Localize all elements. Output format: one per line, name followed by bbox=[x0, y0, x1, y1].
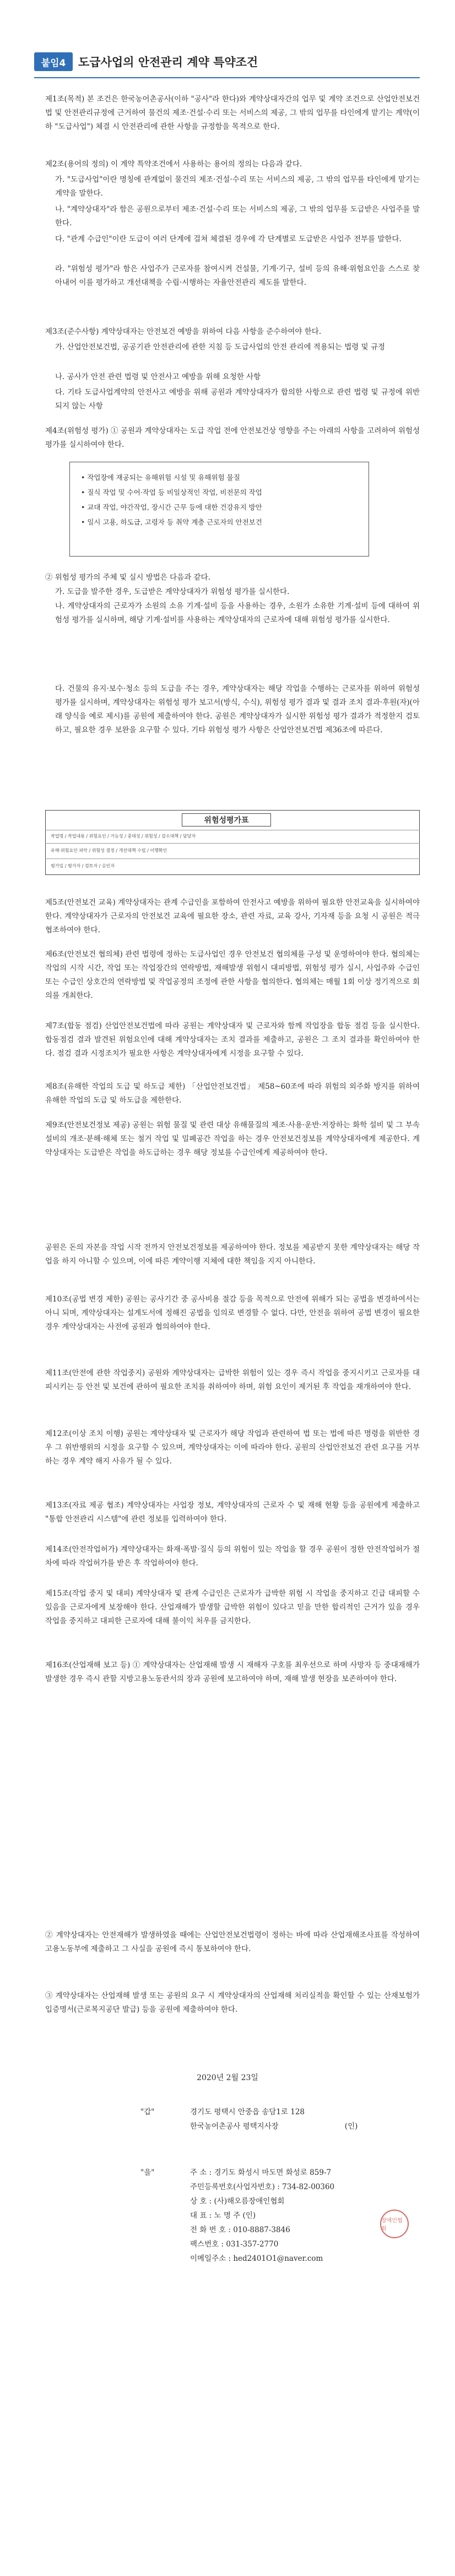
article-3: 제3조(준수사항) 계약상대자는 안전보건 예방을 위하여 다음 사항을 준수하여야 한다. bbox=[45, 327, 322, 336]
risk-factor-box bbox=[69, 462, 369, 557]
form-row: 작업명 / 작업내용 / 위험요인 / 가능성 / 중대성 / 위험성 / 감소대책 / 담당자 bbox=[51, 834, 196, 839]
article-3-item-a: 가. 산업안전보건법, 공공기관 안전관리에 관한 지침 등 도급사업의 안전 관리에 적용되는 법령 및 규정 bbox=[55, 343, 386, 352]
company-seal-stamp: 장애인협회 bbox=[380, 2210, 409, 2238]
article-9-continued: 공원은 돈의 자본을 작업 시작 전까지 안전보건정보를 제공하여야 한다. 정보를 제공받지 못한 계약상대자는 해당 작업을 하지 아니할 수 있으며, 이에 따른 계약이행 지체에 대한 책임을 지지 아니한다. bbox=[45, 1243, 420, 1266]
party-a-block bbox=[140, 2105, 427, 2134]
contract-date: 2020년 2월 23일 bbox=[197, 2073, 258, 2082]
party-b-field: 대 표 : 노 명 주 (인) bbox=[190, 2211, 256, 2220]
party-b-field: 주 소 : 경기도 화성시 마도면 화성로 859-7 bbox=[190, 2168, 332, 2177]
article-14: 제14조(안전작업허가) 계약상대자는 화재·폭발·질식 등의 위험이 있는 작업을 할 경우 공원이 정한 안전작업허가 절차에 따라 작업허가를 받은 후 작업하여야 한다. bbox=[45, 1545, 420, 1568]
article-12: 제12조(이상 조치 이행) 공원는 계약상대자 및 근로자가 해당 작업과 관련하여 법 또는 법에 따른 명령을 위반한 경우 그 위반행위의 시정을 요구할 수 있으며, 계약상대자는 이에 따라야 한다. 공원의 산업안전보건 관련 요구를 거부하는 경우 계약 해지 사유가 될 수 있다. bbox=[45, 1429, 420, 1466]
form-divider bbox=[45, 843, 420, 844]
article-6: 제6조(안전보건 협의체) 관련 법령에 정하는 도급사업인 경우 안전보건 협의체를 구성 및 운영하여야 한다. 협의체는 작업의 시작 시간, 작업 또는 작업장간의 연락방법, 재해발생 위험시 대피방법, 위험성 평가 실시, 사업주와 수급인 또는 수급인 상호간의 연락방법 및 작업공정의 조정에 관한 사항을 협의한다. 협의체는 매월 1회 이상 정기적으로 회의를 개최한다. bbox=[45, 950, 420, 1000]
article-4-clause-2: ② 위험성 평가의 주체 및 실시 방법은 다음과 같다. bbox=[45, 573, 210, 582]
article-4-item-b: 나. 계약상대자의 근로자가 소원의 소유 기계·설비 등을 사용하는 경우, 소원가 소유한 기계·설비 등에 대하여 위험성 평가를 실시하며, 해당 기계·설비를 사용하는 계약상대자의 근로자에 대해 위험성 평가를 실시한다. bbox=[55, 602, 420, 624]
party-a-label: "갑" bbox=[140, 2108, 155, 2116]
party-a-address: 경기도 평택시 안중읍 송담1로 128 bbox=[190, 2108, 305, 2116]
article-16-clause-2: ② 계약상대자는 안전재해가 발생하였을 때에는 산업안전보건법령이 정하는 바에 따라 산업재해조사표를 작성하여 고용노동부에 제출하고 그 사실을 공원에 즉시 통보하여야 한다. bbox=[45, 1931, 420, 1953]
article-16-clause-3: ③ 계약상대자는 산업재해 발생 또는 공원의 요구 시 계약상대자의 산업재해 처리실적을 확인할 수 있는 산재보험가입증명서(근로복지공단 발급) 등을 공원에 제출하여야 한다. bbox=[45, 1991, 420, 2014]
risk-factor-item: • 질식 작업 및 수어·작업 등 비일상적인 작업, 비전문의 작업 bbox=[81, 488, 262, 496]
party-b-field: 주민등록번호(사업자번호) : 734-82-00360 bbox=[190, 2183, 335, 2191]
form-row: 평가일 / 평가자 / 검토자 / 승인자 bbox=[51, 863, 115, 868]
party-b-label: "을" bbox=[140, 2168, 155, 2177]
party-b-field: 이메일주소 : hed2401O1@naver.com bbox=[190, 2254, 323, 2263]
party-b-field: 팩스번호 : 031-357-2770 bbox=[190, 2240, 279, 2249]
article-15: 제15조(작업 중지 및 대피) 계약상대자 및 관계 수급인은 근로자가 급박한 위험 시 작업을 중지하고 긴급 대피할 수 있음을 근로자에게 보장해야 한다. 산업재해가 발생할 급박한 위험이 있다고 믿을 만한 합리적인 근거가 있을 경우 작업을 중지하고 대피한 근로자에 대해 불이익 처우를 금지한다. bbox=[45, 1589, 420, 1625]
article-3-item-c: 다. 기타 도급사업계약의 안전사고 예방을 위해 공원과 계약상대자가 합의한 사항으로 관련 법령 및 규정에 위반되지 않는 사항 bbox=[55, 388, 420, 411]
party-a-seal: (인) bbox=[344, 2122, 358, 2131]
article-11: 제11조(안전에 관한 작업중지) 공원와 계약상대자는 급박한 위험이 있는 경우 즉시 작업을 중지시키고 근로자를 대피시키는 등 안전 및 보건에 관하여 필요한 조치를 취하여야 하며, 위험 요인이 제거된 후 작업을 재개하여야 한다. bbox=[45, 1369, 420, 1391]
article-2-item-c: 다. "관계 수급인"이란 도급이 여러 단계에 걸쳐 체결된 경우에 각 단계별로 도급받은 사업주 전부를 말한다. bbox=[55, 235, 402, 244]
article-9: 제9조(안전보건정보 제공) 공원는 위험 물질 및 관련 대상 유해물질의 제조·사용·운반·저장하는 화학 설비 및 그 부속설비의 개조·분해·해체 또는 철거 작업 및 밀폐공간 작업을 하는 경우 안전보건정보를 계약상대자에게 제공한다. 계약상대자는 도급받은 작업을 하도급하는 경우 해당 정보를 수급인에게 제공하여야 한다. bbox=[45, 1121, 420, 1157]
title-underline bbox=[34, 77, 420, 78]
risk-factor-item: • 교대 작업, 야간작업, 장시간 근무 등에 대한 건강유지 방안 bbox=[81, 503, 262, 511]
party-a-name: 한국농어촌공사 평택지사장 bbox=[190, 2122, 279, 2131]
form-title: 위험성평가표 bbox=[182, 813, 271, 827]
article-4-item-c: 다. 건물의 유지·보수·청소 등의 도급을 주는 경우, 계약상대자는 해당 작업을 수행하는 근로자를 위하여 위험성 평가를 실시하며, 계약상대자는 위험성 평가 보고서(방식, 수식), 위험성 평가 결과 및 결과 조치 결과·후원(자)(아래 양식을 예로 제시)를 공원에 제출하여야 한다. 공원은 계약상대자가 실시한 위험성 평가 결과가 적정한지 검토하고, 필요한 경우 보완을 요구할 수 있다. 기타 위험성 평가 사항은 산업안전보건법 제36조에 따른다. bbox=[55, 684, 420, 735]
article-3-item-b: 나. 공사가 안전 관련 법령 및 안전사고 예방을 위해 요청한 사항 bbox=[55, 372, 261, 381]
article-2-item-b: 나. "계약상대자"라 함은 공원으로부터 제조·건설·수리 또는 서비스의 제공, 그 밖의 업무를 도급받은 사업주를 말한다. bbox=[55, 205, 420, 228]
risk-factor-item: • 작업장에 재공되는 유해위험 시설 및 유해위험 물질 bbox=[81, 473, 240, 482]
form-row: 유해·위험요인 파악 / 위험성 결정 / 개선대책 수립 / 이행확인 bbox=[51, 848, 167, 853]
article-1: 제1조(목적) 본 조건은 한국농어촌공사(이하 "공사"라 한다)와 계약상대자간의 업무 및 계약 조건으로 산업안전보건법 및 안전관리규정에 근거하여 물건의 제조·건설·수리 또는 서비스의 제공, 그 밖의 업무를 타인에게 맡기는 계약(이하 "도급사업") 체결 시 안전관리에 관한 사항을 규정함을 목적으로 한다. bbox=[45, 95, 420, 131]
article-4-item-a: 가. 도급을 발주한 경우, 도급받은 계약상대자가 위험성 평가를 실시한다. bbox=[55, 587, 290, 596]
section-badge: 붙임4 bbox=[34, 52, 73, 71]
form-divider bbox=[45, 858, 420, 859]
article-2-item-a: 가. "도급사업"이란 명칭에 관계없이 물건의 제조·건설·수리 또는 서비스의 제공, 그 밖의 업무를 타인에게 맡기는 계약을 말한다. bbox=[55, 175, 420, 198]
document-title: 도급사업의 안전관리 계약 특약조건 bbox=[78, 56, 258, 69]
article-7: 제7조(합동 점검) 산업안전보건법에 따라 공원는 계약상대자 및 근로자와 함께 작업장을 합동 점검 등을 실시한다. 합동점검 결과 발견된 위험요인에 대해 계약상대자는 조치 결과를 제출하고, 공원은 그 조치 결과를 확인하여야 한다. 점검 결과 시정조치가 필요한 사항은 계약상대자에게 시정을 요구할 수 있다. bbox=[45, 1022, 420, 1058]
article-10: 제10조(공법 변경 제한) 공원는 공사기간 중 공사비용 절감 등을 목적으로 안전에 위해가 되는 공법을 변경하여서는 아니 되며, 계약상대자는 설계도서에 정해진 공법을 임의로 변경할 수 없다. 다만, 안전을 위하여 공법 변경이 필요한 경우 계약상대자는 사전에 공원과 협의하여야 한다. bbox=[45, 1295, 420, 1331]
article-8: 제8조(유해한 작업의 도급 및 하도급 제한) 「산업안전보건법」 제58~60조에 따라 위험의 외주화 방지를 위하여 유해한 작업의 도급 및 하도급을 제한한다. bbox=[45, 1082, 420, 1105]
party-b-field: 전 화 번 호 : 010-8887-3846 bbox=[190, 2226, 290, 2234]
article-16: 제16조(산업재해 보고 등) ① 계약상대자는 산업재해 발생 시 재해자 구호를 최우선으로 하며 사망자 등 중대재해가 발생한 경우 즉시 관할 지방고용노동관서의 장과 공원에 보고하여야 하며, 재해 발생 현장을 보존하여야 한다. bbox=[45, 1661, 420, 1683]
article-5: 제5조(안전보건 교육) 계약상대자는 관계 수급인을 포함하여 안전사고 예방을 위하여 필요한 안전교육을 실시하여야 한다. 계약상대자가 근로자의 안전보건 교육에 필요한 장소, 관련 자료, 교육 강사, 기자재 등을 요청 시 공원은 적극 협조하여야 한다. bbox=[45, 898, 420, 935]
party-b-field: 상 호 : (사)해오름장애인협회 bbox=[190, 2197, 285, 2206]
article-2: 제2조(용어의 정의) 이 계약 특약조건에서 사용하는 용어의 정의는 다음과 같다. bbox=[45, 160, 302, 169]
risk-factor-item: • 일시 고용, 하도급, 고령자 등 취약 계층 근로자의 안전보건 bbox=[81, 518, 262, 526]
article-13: 제13조(자료 제공 협조) 계약상대자는 사업장 정보, 계약상대자의 근로자 수 및 재해 현황 등을 공원에게 제출하고 "통합 안전관리 시스템"에 관련 정보를 입력하여야 한다. bbox=[45, 1501, 420, 1524]
article-4: 제4조(위험성 평가) ① 공원과 계약상대자는 도급 작업 전에 안전보건상 영향을 주는 아래의 사항을 고려하여 위험성 평가를 실시하여야 한다. bbox=[45, 426, 420, 449]
article-2-item-d: 라. "위험성 평가"라 함은 사업주가 근로자를 참여시켜 건설물, 기계·기구, 설비 등의 유해·위험요인을 스스로 찾아내어 이를 평가하고 개선대책을 수립·시행하는 자율안전관리 제도를 말한다. bbox=[55, 264, 420, 287]
